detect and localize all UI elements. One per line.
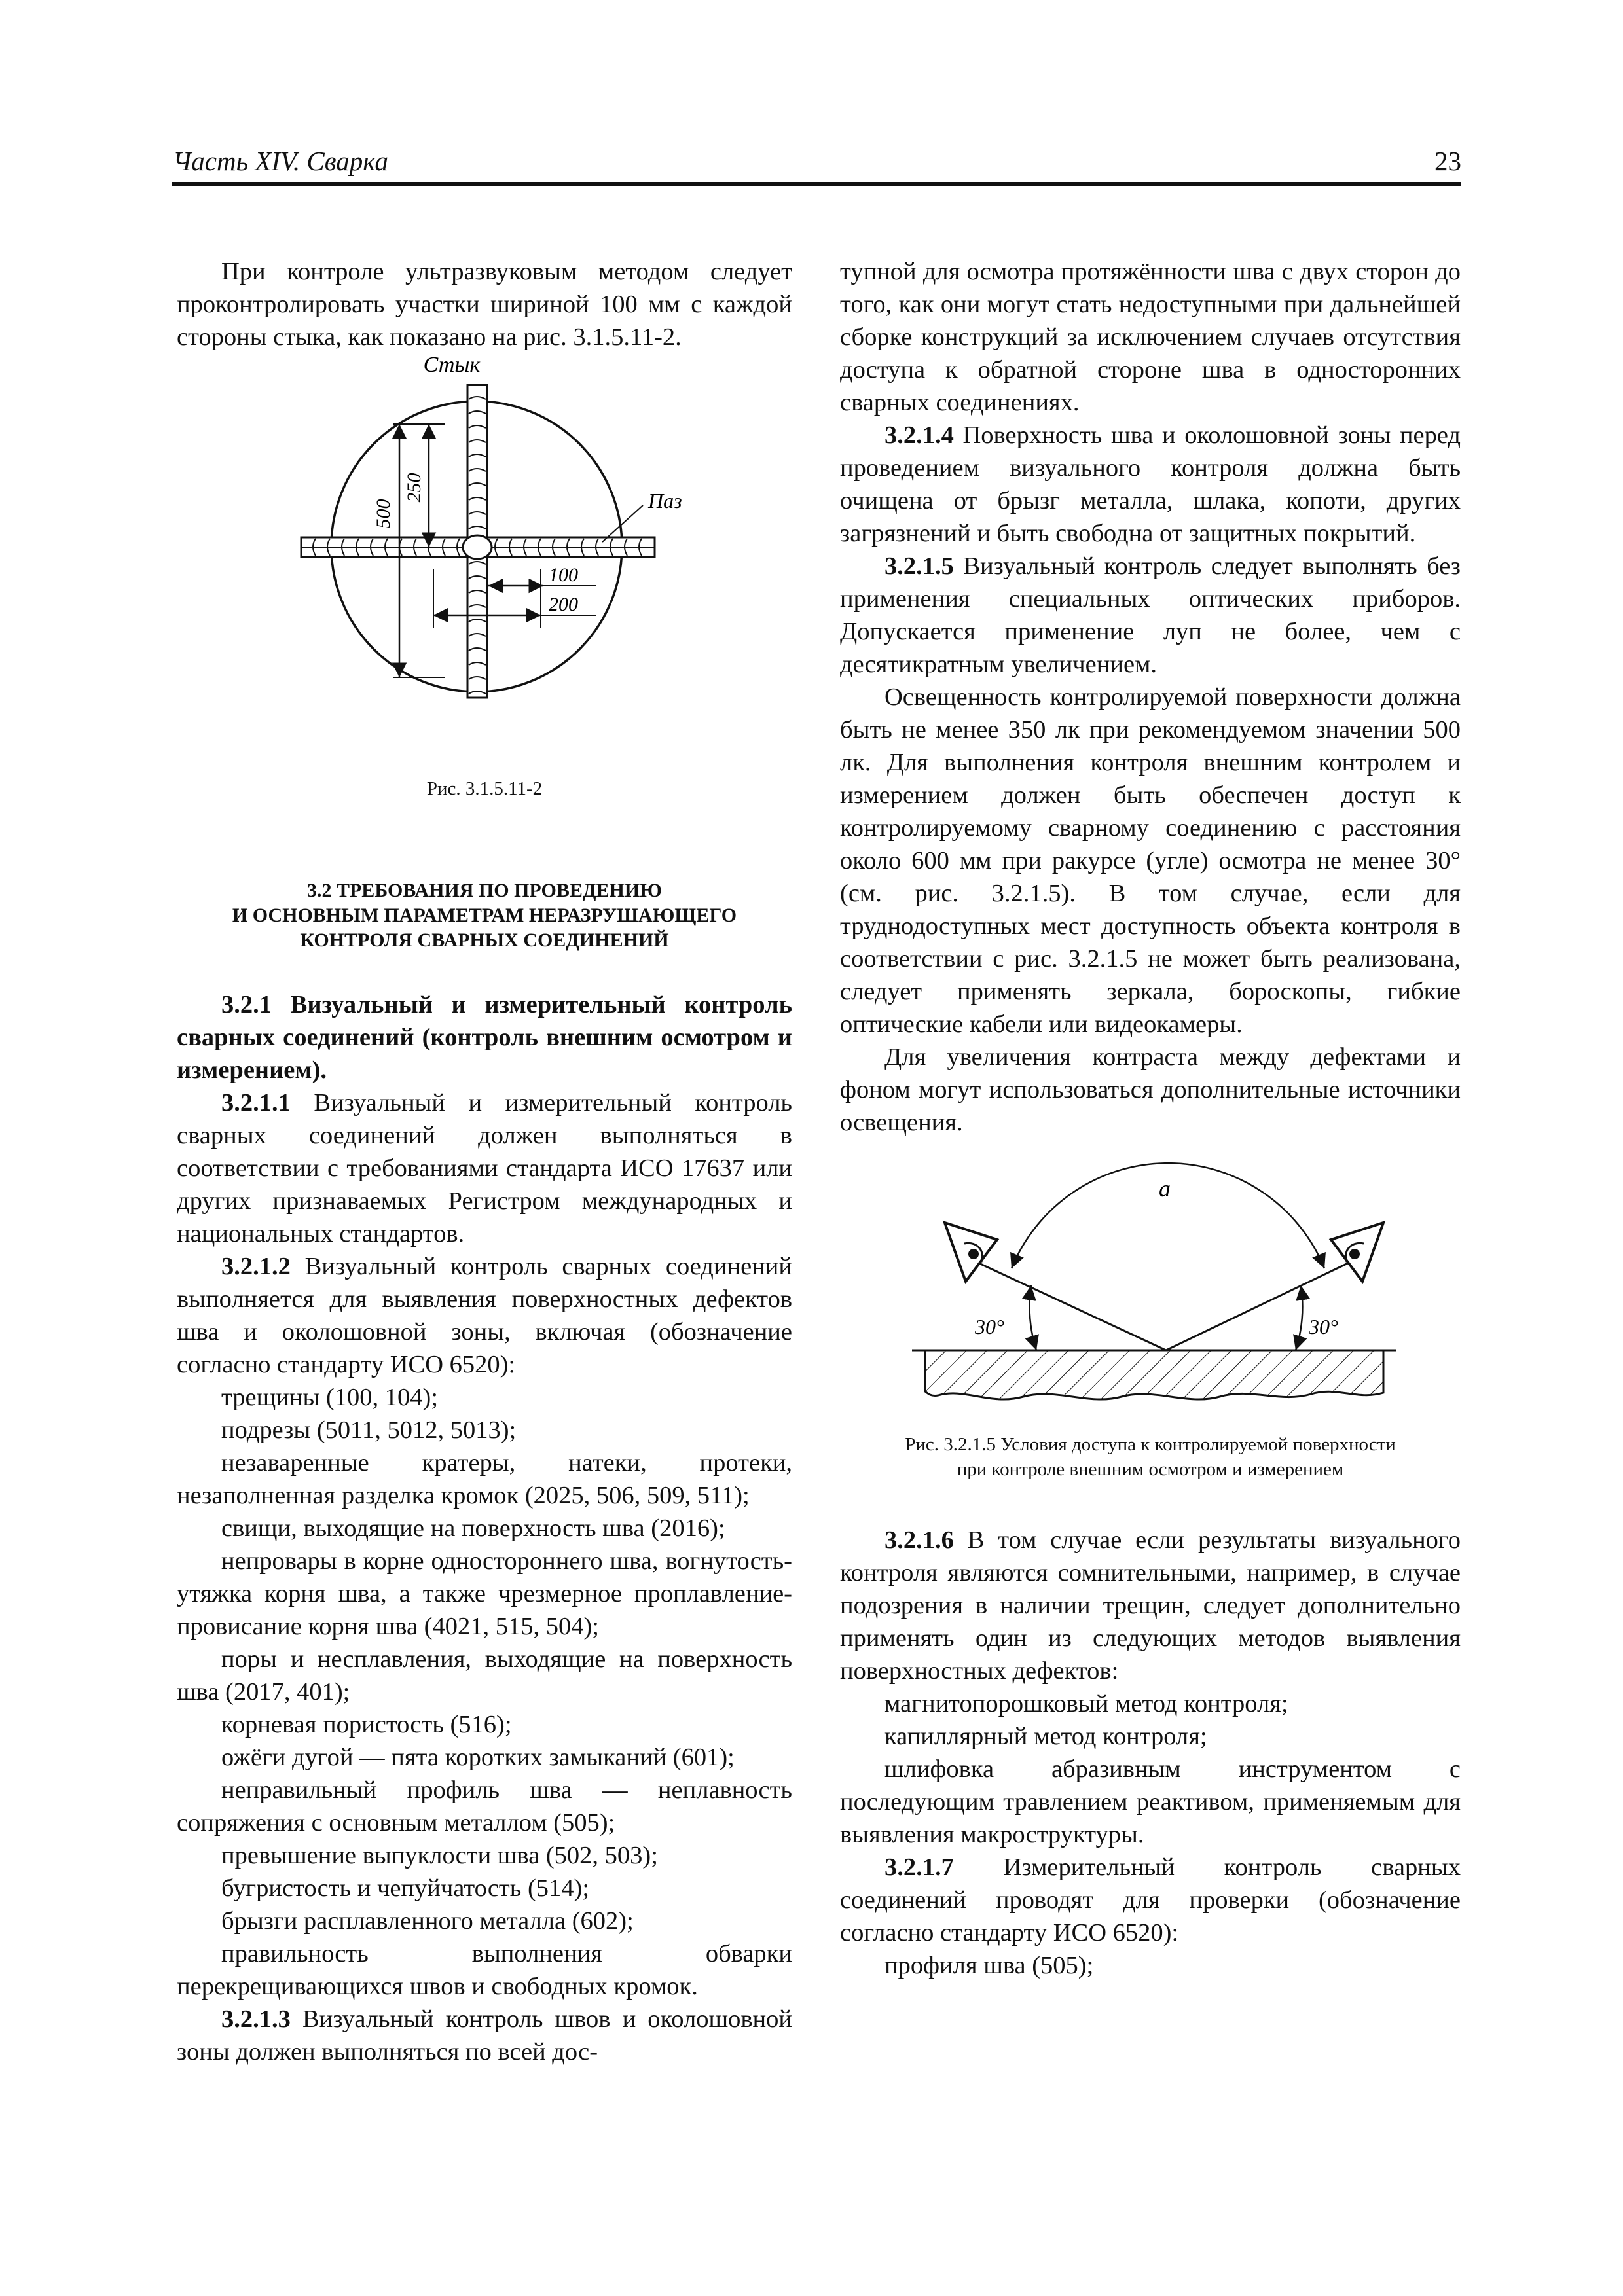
- list-item: свищи, выходящие на поверхность шва (2016);: [221, 1515, 725, 1542]
- clause-3-2-1-2: [177, 1250, 792, 1381]
- list-item: брызги расплавленного металла (602);: [221, 1907, 634, 1935]
- clause-text: Визуальный контроль сварных соединений выполняется для выявления поверхностных дефектов шва и околошовной зоны, включая (обозначение согласно стандарту ИСО 6520):: [177, 1253, 792, 1378]
- figure-caption-2-line-2: при контроле внешним осмотром и измерением: [957, 1459, 1344, 1480]
- clause-number: 3.2.1.2: [221, 1253, 291, 1280]
- eye-icon: [945, 1223, 997, 1282]
- list-item: капиллярный метод контроля;: [884, 1723, 1207, 1750]
- clause-3-2-1-4: [840, 419, 1461, 550]
- page-number: 23: [1434, 146, 1461, 176]
- clause-number: 3.2.1.1: [221, 1089, 291, 1117]
- subsection-3-2-1-heading: 3.2.1 Визуальный и измерительный контроль сварных соединений (контроль внешним осмотром и измерением).: [177, 991, 792, 1084]
- list-item: трещины (100, 104);: [221, 1384, 439, 1411]
- list-item: неправильный профиль шва — неплавность сопряжения с основным металлом (505);: [177, 1776, 792, 1837]
- surface-hatched: [925, 1350, 1383, 1399]
- clause-number: 3.2.1.3: [221, 2005, 291, 2033]
- figure-caption-1: Рис. 3.1.5.11-2: [426, 778, 543, 799]
- clause-3-2-1-5: [840, 550, 1461, 681]
- section-title-line-3: КОНТРОЛЯ СВАРНЫХ СОЕДИНЕНИЙ: [300, 929, 669, 951]
- list-item: бугристость и чепуйчатость (514);: [221, 1874, 590, 1902]
- list-item: непровары в корне одностороннего шва, вогнутость-утяжка корня шва, а также чрезмерное проплавление-провисание корня шва (4021, 515, 504);: [177, 1547, 792, 1640]
- label-30-right: 30°: [1309, 1315, 1338, 1338]
- eye-icon: [1331, 1223, 1383, 1282]
- continued-paragraph: тупной для осмотра протяжённости шва с двух сторон до того, как они могут стать недоступными при дальнейшей сборке конструкций за исключением случаев отсутствия доступа к обратной стороне шва в односторонних сварных соединениях.: [840, 258, 1461, 416]
- clause-number: 3.2.1.6: [884, 1526, 954, 1554]
- clause-text: Визуальный контроль швов и околошовной зоны должен выполняться по всей дос-: [177, 2005, 792, 2066]
- header-title: Часть XIV. Сварка: [173, 146, 388, 176]
- right-column: [840, 255, 1461, 1982]
- clause-text: Визуальный и измерительный контроль сварных соединений должен выполняться в соответствии с требованиями стандарта ИСО 17637 или других признаваемых Регистром международных и национальных стандартов.: [177, 1089, 792, 1247]
- clause-number: 3.2.1.7: [884, 1854, 954, 1881]
- clause-3-2-1-1: [177, 1086, 792, 1250]
- illumination-paragraph: Освещенность контролируемой поверхности должна быть не менее 350 лк при рекомендуемом значении 500 лк. Для выполнения контроля внешним контролем и измерением должен быть обеспечен доступ к контролируемому сварному соединению с расстояния около 600 мм при ракурсе (угле) осмотра не менее 30° (см. рис. 3.2.1.5). В том случае, если для труднодоступных мест доступность объекта контроля в соответствии с рис. 3.2.1.5 не может быть реализована, следует применять зеркала, бороскопы, гибкие оптические кабели или видеокамеры.: [840, 683, 1461, 1038]
- clause-text: Поверхность шва и околошовной зоны перед проведением визуального контроля должна быть очищена от брызг металла, шлака, копоти, других загрязнений и быть свободна от защитных покрытий.: [840, 422, 1461, 547]
- clause-number: 3.2.1.5: [884, 552, 954, 580]
- dim-100: 100: [549, 564, 578, 586]
- figure-3-1-5-11-2: [177, 353, 792, 772]
- label-angle-a: a: [1159, 1175, 1171, 1202]
- figure-3-2-1-5: [840, 1151, 1461, 1432]
- label-30-left: 30°: [975, 1315, 1004, 1338]
- clause-number: 3.2.1.4: [884, 422, 954, 449]
- list-item: магнитопорошковый метод контроля;: [884, 1690, 1288, 1717]
- methods-list: [840, 1687, 1461, 1851]
- defect-list: [177, 1381, 792, 2003]
- list-item: превышение выпуклости шва (502, 503);: [221, 1842, 658, 1869]
- weld-cross-diagram: [177, 353, 792, 772]
- section-title-line-2: И ОСНОВНЫМ ПАРАМЕТРАМ НЕРАЗРУШАЮЩЕГО: [232, 905, 737, 926]
- list-item: профиля шва (505);: [884, 1952, 1094, 1979]
- dim-500: 500: [373, 499, 394, 529]
- clause-text: Измерительный контроль сварных соединений проводят для проверки (обозначение согласно стандарту ИСО 6520):: [840, 1854, 1461, 1946]
- list-item: подрезы (5011, 5012, 5013);: [221, 1416, 517, 1444]
- left-column: [177, 255, 792, 2068]
- list-item: ожёги дугой — пята коротких замыканий (601);: [221, 1744, 735, 1771]
- clause-3-2-1-6: [840, 1524, 1461, 1687]
- clause-3-2-1-7: [840, 1851, 1461, 1949]
- clause-3-2-1-3: [177, 2003, 792, 2068]
- list-item: корневая пористость (516);: [221, 1711, 512, 1738]
- list-item: шлифовка абразивным инструментом с последующим травлением реактивом, применяемым для выявления макроструктуры.: [840, 1755, 1461, 1848]
- label-joint: Стык: [423, 353, 481, 377]
- label-groove: Паз: [648, 489, 682, 512]
- section-title-line-1: 3.2 ТРЕБОВАНИЯ ПО ПРОВЕДЕНИЮ: [306, 880, 663, 901]
- clause-text: Визуальный контроль следует выполнять без применения специальных оптических приборов. Допускается применение луп не более, чем с десятикратным увеличением.: [840, 552, 1461, 678]
- list-item: незаваренные кратеры, натеки, протеки, незаполненная разделка кромок (2025, 506, 509, 511);: [177, 1449, 792, 1509]
- contrast-paragraph: Для увеличения контраста между дефектами и фоном могут использоваться дополнительные источники освещения.: [840, 1043, 1461, 1136]
- dim-200: 200: [549, 594, 578, 615]
- intro-paragraph: При контроле ультразвуковым методом следует проконтролировать участки шириной 100 мм с каждой стороны стыка, как показано на рис. 3.1.5.11-2.: [177, 258, 792, 351]
- running-header: [172, 145, 1461, 186]
- clause-text: В том случае если результаты визуального контроля являются сомнительными, например, в случае подозрения в наличии трещин, следует дополнительно применять один из следующих методов выявления поверхностных дефектов:: [840, 1526, 1461, 1685]
- dim-250: 250: [403, 473, 425, 503]
- figure-caption-2-line-1: Рис. 3.2.1.5 Условия доступа к контролируемой поверхности: [905, 1434, 1396, 1455]
- list-item: поры и несплавления, выходящие на поверхность шва (2017, 401);: [177, 1645, 792, 1706]
- viewing-angle-diagram: [840, 1151, 1461, 1432]
- list-item: правильность выполнения обварки перекрещивающихся швов и свободных кромок.: [177, 1940, 792, 2000]
